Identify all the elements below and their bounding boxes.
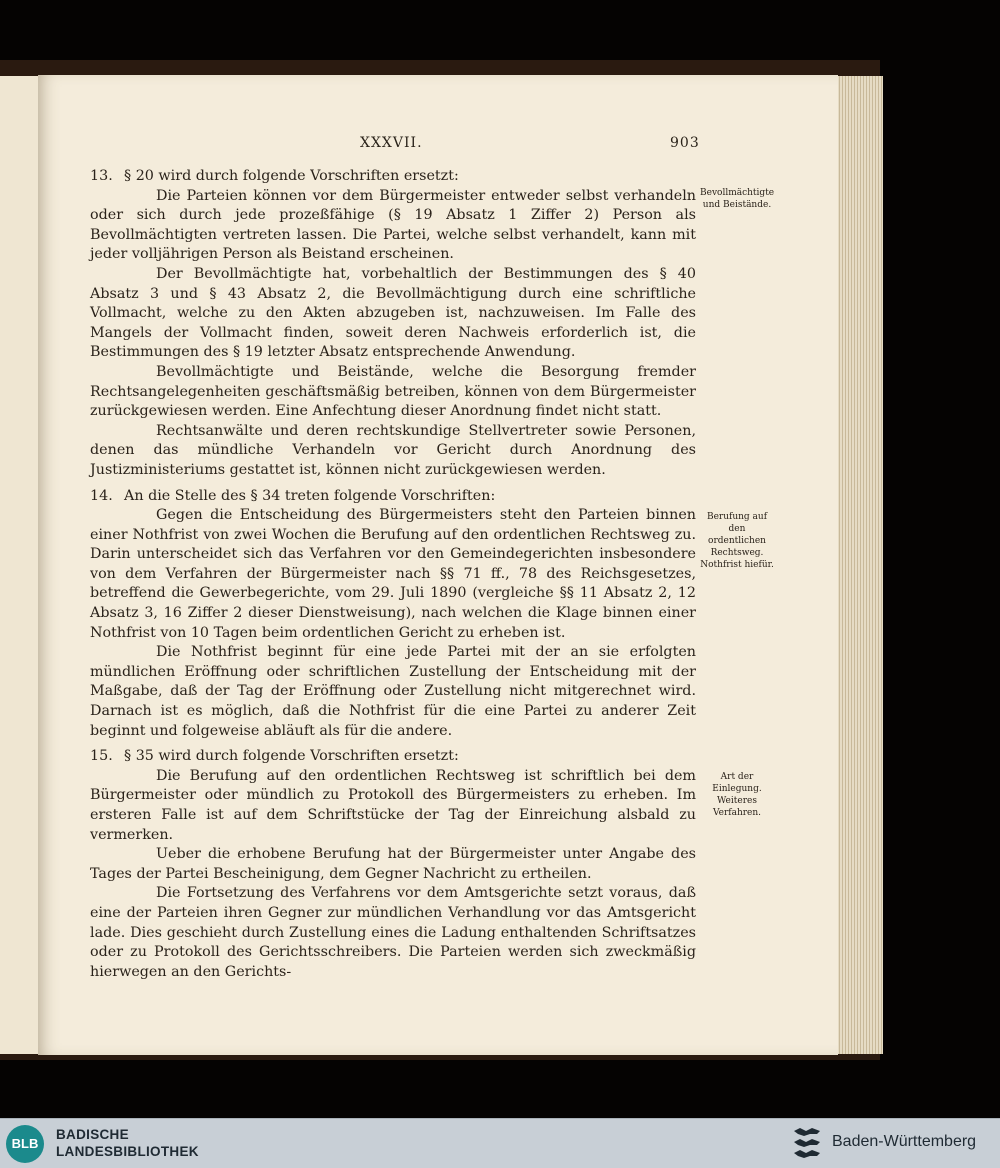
paragraph: Die Fortsetzung des Verfahrens vor dem Amtsgerichte setzt voraus, daß eine der Parteien ihren Gegner zur mündlichen Verhandlung vor das Amtsgericht lade. Dies geschieht durch Zustellung eines die Ladung enthaltenden Schriftsatzes oder zu Protokoll des Gerichtsschreibers. Die Parteien werden sich zweckmäßig hierwegen an den Gerichts- — [90, 885, 696, 980]
book-page — [38, 75, 838, 1055]
section-item — [90, 487, 696, 742]
page-body — [90, 167, 696, 988]
section-heading-text: § 35 wird durch folgende Vorschriften ersetzt: — [124, 748, 459, 765]
library-name[interactable] — [56, 1126, 199, 1160]
section-heading — [90, 487, 696, 507]
paragraph: Rechtsanwälte und deren rechtskundige Stellvertreter sowie Personen, denen das mündliche Verhandeln vor Gericht durch Anordnung des Justizministeriums gestattet ist, können nicht zurückgewiesen werden. — [90, 422, 696, 478]
chapter-number: XXXVII. — [360, 135, 423, 151]
state-name[interactable]: Baden-Württemberg — [832, 1133, 977, 1150]
section-number: 13. — [90, 168, 113, 184]
margin-note: Berufung auf den ordentlichen Rechtsweg. Nothfrist hiefür. — [700, 512, 774, 570]
paragraph: Bevollmächtigte und Beistände, welche die Besorgung fremder Rechtsangelegenheiten geschäftsmäßig betreiben, können von dem Bürgermeister zurückgewiesen werden. Eine Anfechtung dieser Anordnung findet nicht statt. — [90, 363, 696, 420]
section-heading — [90, 167, 696, 187]
blb-logo[interactable]: BLB — [6, 1125, 44, 1163]
section-heading-text: § 20 wird durch folgende Vorschriften ersetzt: — [124, 168, 459, 184]
library-name-line2: LANDESBIBLIOTHEK — [56, 1144, 199, 1159]
paragraph: Die Parteien können vor dem Bürgermeister entweder selbst verhandeln oder sich durch jede prozeßfähige (§ 19 Absatz 1 Ziffer 2) Person als Bevollmächtigten vertreten lassen. Die Partei, welche selbst verhandelt, kann mit jeder volljährigen Person als Beistand erscheinen. — [90, 187, 696, 263]
paragraph: Die Nothfrist beginnt für eine jede Partei mit der an sie erfolgten mündlichen Eröffnung oder schriftlichen Zustellung der Entscheidung mit der Maßgabe, daß der Tag der Eröffnung oder Zustellung nicht mitgerechnet wird. Darnach ist es möglich, daß die Nothfrist für die eine Partei zu anderer Zeit beginnt und folgeweise abläuft als für die andere. — [90, 644, 696, 739]
section-heading — [90, 747, 696, 767]
paragraph: Gegen die Entscheidung des Bürgermeisters steht den Parteien binnen einer Nothfrist von zwei Wochen die Berufung auf den ordentlichen Rechtsweg zu. Darin unterscheidet sich das Verfahren vor den Gemeindegerichten insbesondere von dem Verfahren der Bürgermeister nach §§ 71 ff., 78 des Reichsgesetzes, betreffend die Gewerbegerichte, vom 29. Juli 1890 (vergleiche §§ 11 Absatz 2, 12 Absatz 3, 16 Ziffer 2 dieser Dienstweisung), nach welchen die Klage binnen einer Nothfrist von 10 Tagen beim ordentlichen Gericht zu erheben ist. — [90, 507, 696, 641]
section-heading-text: An die Stelle des § 34 treten folgende Vorschriften: — [124, 487, 496, 504]
paragraph: Ueber die erhobene Berufung hat der Bürgermeister unter Angabe des Tages der Partei Bescheinigung, dem Gegner Nachricht zu ertheilen. — [90, 846, 696, 882]
footer-bar — [0, 1118, 1000, 1168]
left-page-edge — [0, 76, 39, 1054]
lions-crest-icon — [790, 1125, 824, 1161]
section-number: 15. — [90, 748, 113, 765]
library-name-line1: BADISCHE — [56, 1127, 129, 1142]
page-number: 903 — [670, 135, 700, 151]
section-item — [90, 747, 696, 982]
margin-note: Bevollmächtigte und Beistände. — [700, 188, 775, 210]
margin-note: Art der Einlegung. Weiteres Verfahren. — [712, 772, 762, 818]
paragraph: Die Berufung auf den ordentlichen Rechtsweg ist schriftlich bei dem Bürgermeister oder mündlich zu Protokoll des Bürgermeisters zu erheben. Im ersteren Falle ist auf dem Schriftstücke der Tag der Einreichung alsbald zu vermerken. — [90, 767, 696, 843]
paragraph: Der Bevollmächtigte hat, vorbehaltlich der Bestimmungen des § 40 Absatz 3 und § 43 Absatz 2, die Bevollmächtigung durch eine schriftliche Vollmacht, welche zu den Akten abzugeben ist, nachzuweisen. Im Falle des Mangels der Vollmacht finden, soweit deren Nachweis erforderlich ist, die Bestimmungen des § 19 letzter Absatz entsprechende Anwendung. — [90, 265, 696, 361]
section-number: 14. — [90, 487, 113, 504]
section-item — [90, 167, 696, 481]
